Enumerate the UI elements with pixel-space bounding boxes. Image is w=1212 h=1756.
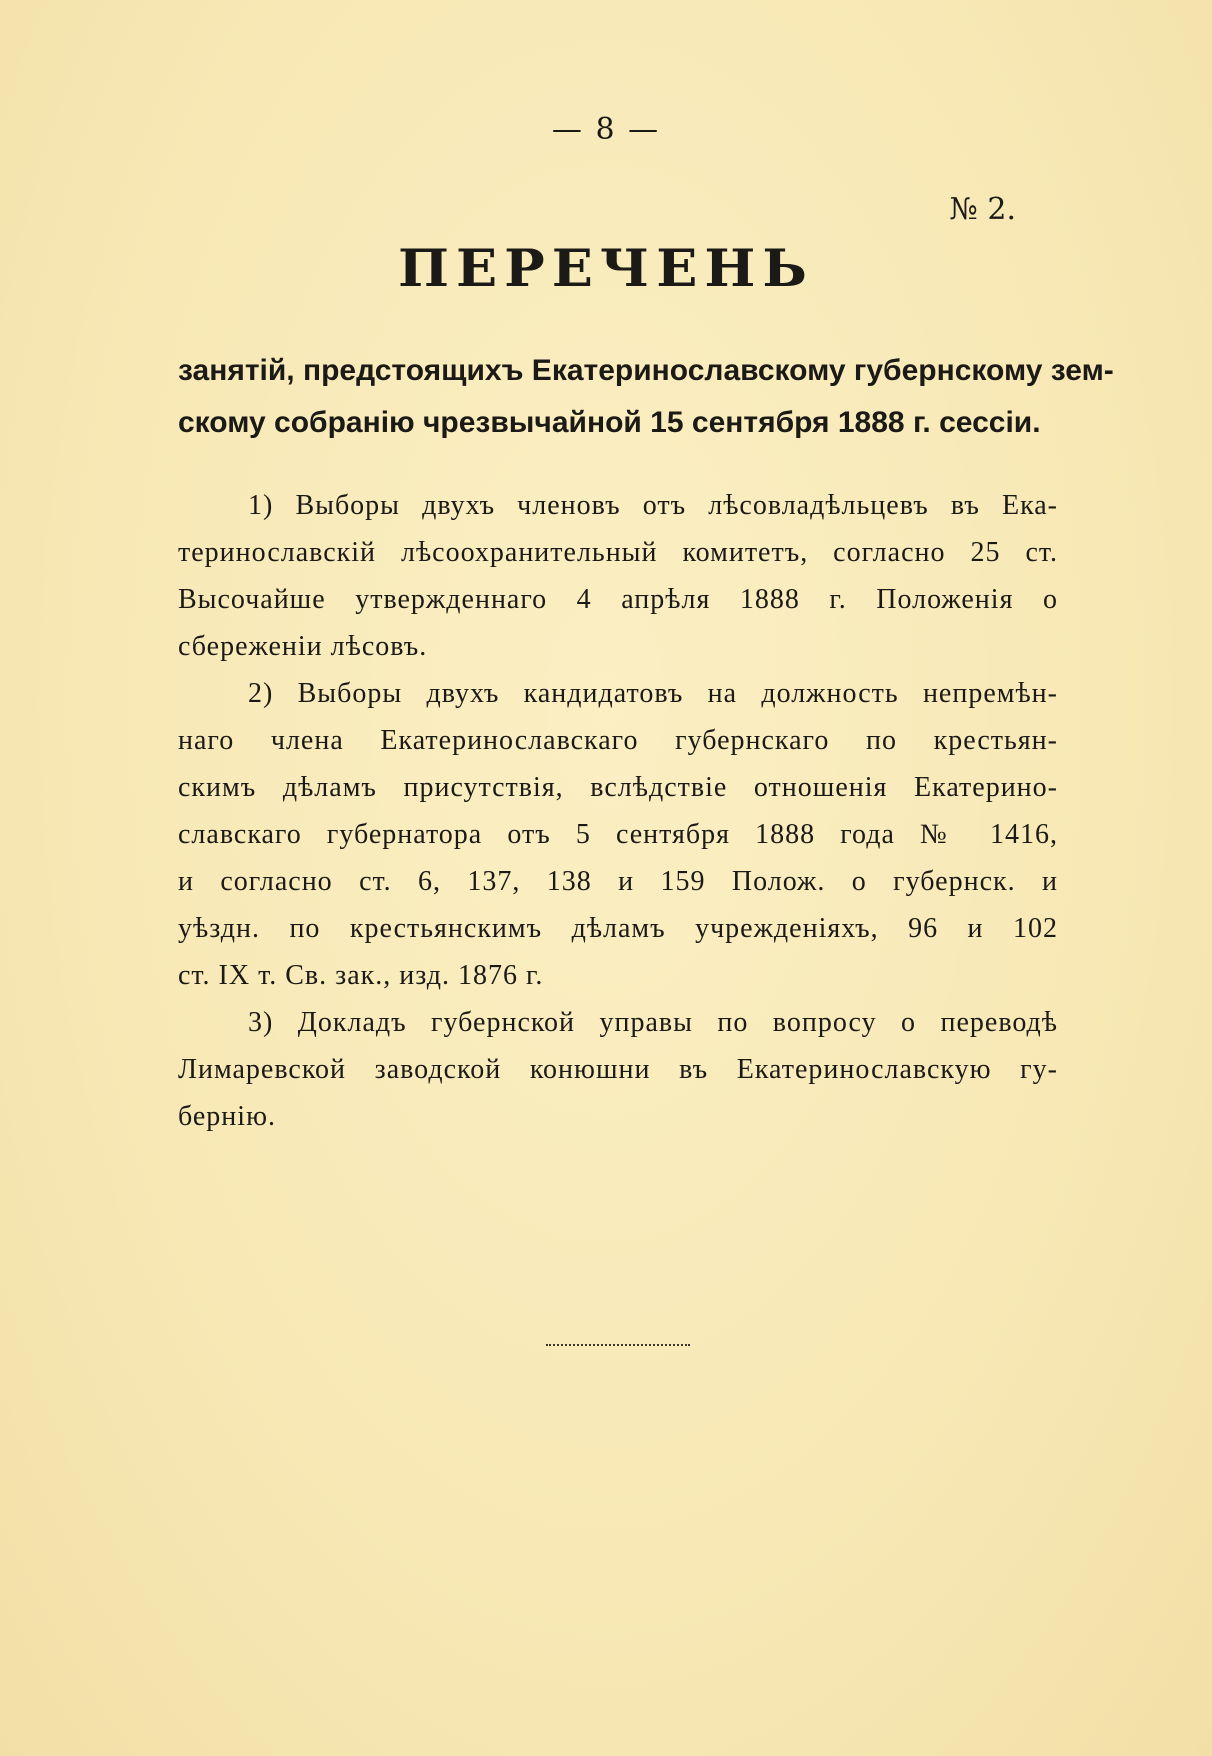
document-subtitle (178, 345, 1114, 449)
page-number: — 8 — (551, 112, 661, 147)
text-line: бернію. (178, 1101, 276, 1132)
subtitle-line: скому собранію чрезвычайной 15 сентября 1888 г. сессіи. (178, 406, 1041, 439)
document-number: № 2. (949, 192, 1016, 227)
text-line: уѣздн. по крестьянскимъ дѣламъ учрежденіяхъ, 96 и 102 (178, 913, 1058, 944)
document-body (178, 482, 1058, 1140)
text-line: ст. IX т. Св. зак., изд. 1876 г. (178, 960, 544, 991)
text-line: славскаго губернатора отъ 5 сентября 1888 года № 1416, (178, 819, 1058, 850)
document-title: ПЕРЕЧЕНЬ (398, 237, 814, 299)
text-line: сбереженіи лѣсовъ. (178, 631, 428, 662)
text-line: теринославскій лѣсоохранительный комитетъ, согласно 25 ст. (178, 537, 1058, 568)
text-line: 3) Докладъ губернской управы по вопросу о переводѣ (248, 1007, 1058, 1038)
text-line: Высочайше утвержденнаго 4 апрѣля 1888 г. Положенія о (178, 584, 1058, 615)
paragraph-2 (178, 670, 1058, 999)
paragraph-3 (178, 999, 1058, 1140)
text-line: скимъ дѣламъ присутствія, вслѣдствіе отношенія Екатерино- (178, 772, 1058, 803)
dotted-divider (546, 1344, 690, 1346)
paragraph-1 (178, 482, 1058, 670)
text-line: 2) Выборы двухъ кандидатовъ на должность непремѣн- (248, 678, 1058, 709)
subtitle-line: занятій, предстоящихъ Екатеринославскому губернскому зем- (178, 354, 1114, 387)
text-line: Лимаревской заводской конюшни въ Екатеринославскую гу- (178, 1054, 1058, 1085)
text-line: наго члена Екатеринославскаго губернскаго по крестьян- (178, 725, 1058, 756)
text-line: и согласно ст. 6, 137, 138 и 159 Полож. о губернск. и (178, 866, 1058, 897)
text-line: 1) Выборы двухъ членовъ отъ лѣсовладѣльцевъ въ Ека- (248, 490, 1058, 521)
